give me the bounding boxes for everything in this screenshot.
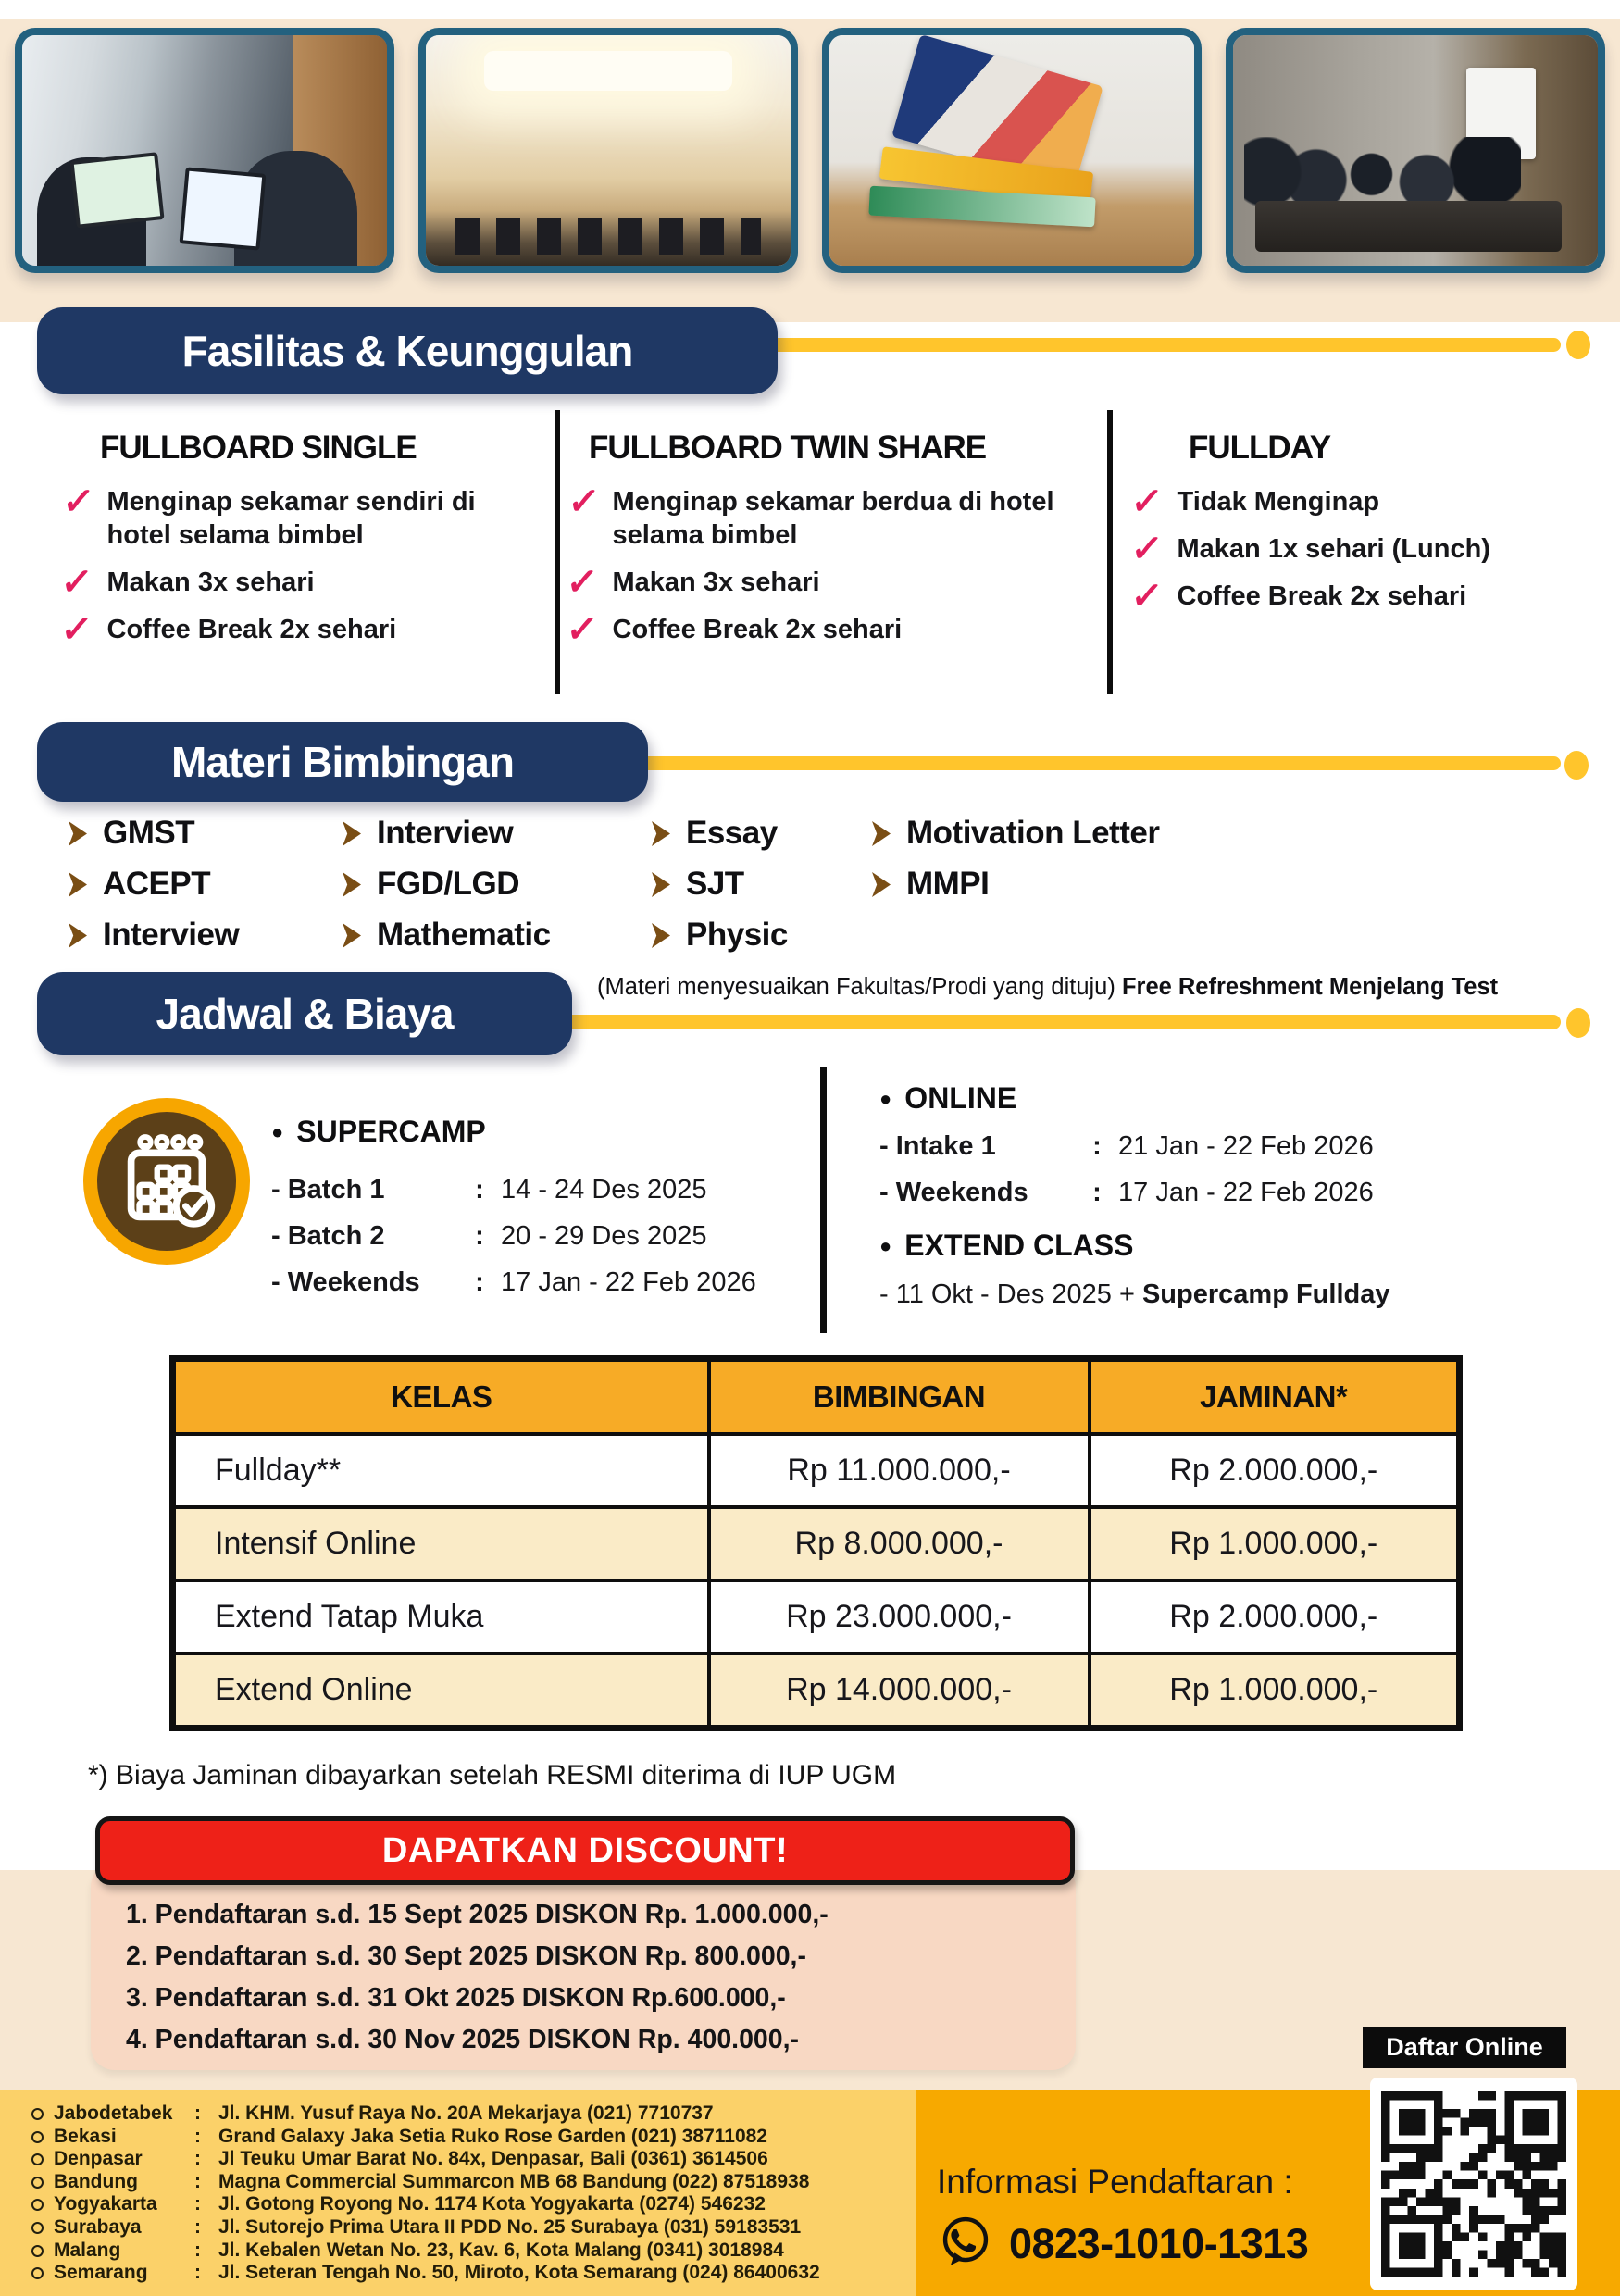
arrow-right-icon: [69, 923, 87, 948]
top-white-strip: [0, 0, 1620, 19]
arrow-right-icon: [343, 821, 361, 846]
arrow-right-icon: [652, 923, 670, 948]
circle-bullet-icon: [31, 2153, 44, 2165]
circle-bullet-icon: [31, 2245, 44, 2257]
contact-label: Informasi Pendaftaran :: [937, 2163, 1293, 2201]
arrow-right-icon: [872, 821, 891, 846]
calendar-icon: [83, 1098, 250, 1265]
section-title-materi: [37, 722, 648, 802]
discussion-scene: [1233, 35, 1598, 266]
header-jaminan: JAMINAN*: [1090, 1359, 1460, 1435]
list-item: ✓ Coffee Break 2x sehari: [564, 609, 903, 650]
materi-item: Motivation Letter: [872, 815, 1392, 852]
photo-training-room: [418, 28, 798, 273]
fullday-list: [1128, 481, 1576, 627]
phone-row: [937, 2213, 1308, 2275]
photo-strip: [15, 28, 1605, 273]
list-item: ✓ Makan 3x sehari: [564, 562, 820, 603]
check-icon: ✓: [58, 609, 94, 650]
materi-item: Interview: [343, 815, 652, 852]
daftar-online-badge: Daftar Online: [1363, 2027, 1566, 2068]
check-icon: ✓: [564, 609, 600, 650]
circle-bullet-icon: [31, 2177, 44, 2189]
column-header-fullboard-single: FULLBOARD SINGLE: [100, 430, 417, 466]
section-title-jadwal: [37, 972, 572, 1055]
check-icon: ✓: [1128, 576, 1165, 617]
jaminan-footnote: *) Biaya Jaminan dibayarkan setelah RESMI diterima di IUP UGM: [88, 1760, 897, 1791]
check-icon: ✓: [1128, 481, 1165, 522]
fasilitas-title-text: Fasilitas & Keunggulan: [181, 327, 633, 375]
header-bimbingan: BIMBINGAN: [709, 1359, 1090, 1435]
circle-bullet-icon: [31, 2108, 44, 2120]
list-item: ✓ Tidak Menginap: [1128, 481, 1380, 522]
table-row: Extend Tatap Muka Rp 23.000.000,- Rp 2.000.000,-: [173, 1580, 1460, 1653]
materi-item: ACEPT: [69, 866, 343, 903]
gold-divider-dot: [1566, 331, 1590, 359]
address-row: Semarang : Jl. Seteran Tengah No. 50, Miroto, Kota Semarang (024) 86400632: [31, 2262, 906, 2285]
materi-item: Interview: [69, 917, 343, 954]
check-icon: ✓: [60, 481, 96, 522]
address-row: Malang : Jl. Kebalen Wetan No. 23, Kav. 6, Kota Malang (0341) 3018984: [31, 2240, 906, 2263]
address-row: Yogyakarta : Jl. Gotong Royong No. 1174 Kota Yogyakarta (0274) 546232: [31, 2193, 906, 2216]
check-icon: ✓: [58, 562, 94, 603]
address-row: Bandung : Magna Commercial Summarcon MB 68 Bandung (022) 87518938: [31, 2171, 906, 2194]
schedule-row: - Intake 1 : 21 Jan - 22 Feb 2026: [879, 1131, 1389, 1162]
address-row: Denpasar : Jl Teuku Umar Barat No. 84x, Denpasar, Bali (0361) 3614506: [31, 2148, 906, 2171]
list-item: ✓ Makan 1x sehari (Lunch): [1128, 529, 1490, 569]
circle-bullet-icon: [31, 2222, 44, 2234]
discount-item: 1. Pendaftaran s.d. 15 Sept 2025 DISKON Rp. 1.000.000,-: [126, 1900, 829, 1929]
qr-code: [1370, 2078, 1577, 2290]
gold-divider-dot: [1564, 751, 1589, 780]
schedule-row: - Weekends : 17 Jan - 22 Feb 2026: [879, 1178, 1389, 1208]
training-room-scene: [426, 35, 791, 266]
discount-item: 3. Pendaftaran s.d. 31 Okt 2025 DISKON Rp.600.000,-: [126, 1983, 786, 2013]
address-row: Surabaya : Jl. Sutorejo Prima Utara II PDD No. 25 Surabaya (031) 59183531: [31, 2216, 906, 2240]
schedule-row: - Batch 1 : 14 - 24 Des 2025: [271, 1175, 756, 1205]
arrow-right-icon: [652, 821, 670, 846]
jadwal-note: (Materi menyesuaikan Fakultas/Prodi yang dituju) Free Refreshment Menjelang Test: [597, 974, 1499, 1000]
discount-panel: [91, 1863, 1076, 2070]
list-item: ✓ Coffee Break 2x sehari: [1128, 576, 1467, 617]
check-icon: ✓: [566, 481, 602, 522]
materi-title-text: Materi Bimbingan: [171, 738, 514, 786]
price-table: [169, 1355, 1463, 1731]
photo-classroom-students: [15, 28, 394, 273]
photo-discussion-room: [1226, 28, 1605, 273]
bullet-dot-icon: ●: [271, 1119, 284, 1143]
materi-item: Physic: [652, 917, 872, 954]
list-item: ✓ Menginap sekamar berdua di hotel selama bimbel: [567, 485, 1096, 552]
schedule-row: - Weekends : 17 Jan - 22 Feb 2026: [271, 1267, 756, 1298]
extend-class-heading: ● EXTEND CLASS: [879, 1229, 1134, 1262]
schedule-row: - Batch 2 : 20 - 29 Des 2025: [271, 1221, 756, 1252]
list-item: ✓ Menginap sekamar sendiri di hotel selama bimbel: [61, 485, 538, 552]
supercamp-schedule: [271, 1115, 756, 1298]
table-row: Intensif Online Rp 8.000.000,- Rp 1.000.000,-: [173, 1507, 1460, 1580]
table-header-row: [173, 1359, 1460, 1435]
gold-divider-dot: [1566, 1008, 1590, 1038]
bullet-dot-icon: ●: [879, 1233, 892, 1257]
check-icon: ✓: [564, 562, 600, 603]
materi-list: [69, 815, 1392, 954]
materi-item: SJT: [652, 866, 872, 903]
arrow-right-icon: [69, 821, 87, 846]
phone-number: 0823-1010-1313: [1009, 2219, 1309, 2267]
gold-divider-line: [759, 338, 1561, 352]
list-item: ✓ Makan 3x sehari: [58, 562, 315, 603]
schedule-divider: [820, 1067, 827, 1333]
circle-bullet-icon: [31, 2131, 44, 2143]
column-header-fullboard-twin: FULLBOARD TWIN SHARE: [589, 430, 987, 466]
online-heading: ● ONLINE: [879, 1081, 1017, 1115]
photo-module-books: [822, 28, 1202, 273]
materi-item: MMPI: [872, 866, 1392, 903]
circle-bullet-icon: [31, 2267, 44, 2279]
whatsapp-icon: [937, 2213, 994, 2275]
column-divider: [555, 410, 560, 694]
extend-class-row: - 11 Okt - Des 2025 + Supercamp Fullday: [879, 1279, 1390, 1309]
circle-bullet-icon: [31, 2199, 44, 2211]
section-title-fasilitas: [37, 307, 778, 394]
materi-item: Mathematic: [343, 917, 652, 954]
gold-divider-line: [555, 1015, 1561, 1029]
discount-item: 4. Pendaftaran s.d. 30 Nov 2025 DISKON Rp. 400.000,-: [126, 2025, 800, 2054]
branch-address-list: [31, 2103, 906, 2285]
column-header-fullday: FULLDAY: [1189, 430, 1331, 466]
materi-item: GMST: [69, 815, 343, 852]
list-item: ✓ Coffee Break 2x sehari: [58, 609, 397, 650]
arrow-right-icon: [343, 923, 361, 948]
table-row: Fullday** Rp 11.000.000,- Rp 2.000.000,-: [173, 1434, 1460, 1507]
jadwal-title-text: Jadwal & Biaya: [156, 990, 454, 1038]
header-kelas: KELAS: [173, 1359, 709, 1435]
fullboard-single-list: [58, 481, 538, 660]
bullet-dot-icon: ●: [879, 1086, 892, 1110]
discount-banner: DAPATKAN DISCOUNT!: [95, 1816, 1075, 1885]
online-extend-schedule: [879, 1081, 1389, 1310]
table-row: Extend Online Rp 14.000.000,- Rp 1.000.000,-: [173, 1653, 1460, 1728]
arrow-right-icon: [872, 872, 891, 897]
check-icon: ✓: [1128, 529, 1165, 569]
arrow-right-icon: [343, 872, 361, 897]
fullboard-twin-list: [564, 481, 1096, 660]
address-row: Bekasi : Grand Galaxy Jaka Setia Ruko Rose Garden (021) 38711082: [31, 2126, 906, 2149]
classroom-scene: [22, 35, 387, 266]
address-row: Jabodetabek : Jl. KHM. Yusuf Raya No. 20A Mekarjaya (021) 7710737: [31, 2103, 906, 2126]
arrow-right-icon: [652, 872, 670, 897]
column-divider: [1107, 410, 1113, 694]
discount-item: 2. Pendaftaran s.d. 30 Sept 2025 DISKON Rp. 800.000,-: [126, 1941, 806, 1971]
arrow-right-icon: [69, 872, 87, 897]
materi-item: Essay: [652, 815, 872, 852]
materi-item: FGD/LGD: [343, 866, 652, 903]
book-stack: [829, 35, 1194, 266]
gold-divider-line: [592, 756, 1561, 770]
supercamp-heading: ● SUPERCAMP: [271, 1115, 486, 1148]
